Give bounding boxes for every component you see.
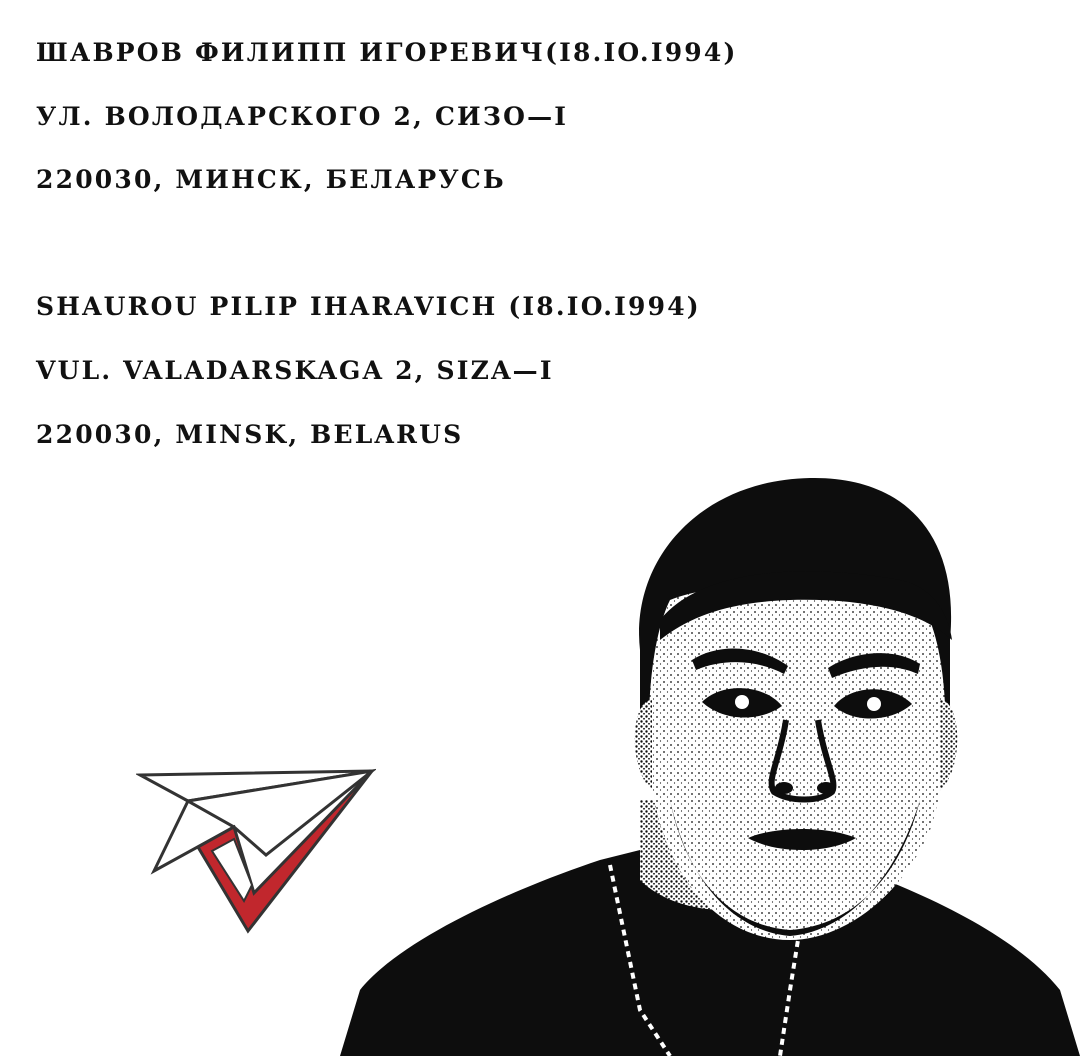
ru-city-line: 220030, МИНСК, БЕЛАРУСЬ: [36, 165, 506, 194]
ru-street-line: УЛ. ВОЛОДАРСКОГО 2, СИЗО—I: [36, 102, 569, 131]
portrait-illustration: [340, 470, 1080, 1056]
en-city-line: 220030, MINSK, BELARUS: [36, 420, 464, 449]
ru-name-line: ШАВРОВ ФИЛИПП ИГОРЕВИЧ(I8.IO.I994): [36, 38, 738, 67]
en-name-line: SHAUROU PILIP IHARAVICH (I8.IO.I994): [36, 292, 701, 321]
en-street-line: VUL. VALADARSKAGA 2, SIZA—I: [36, 356, 554, 385]
